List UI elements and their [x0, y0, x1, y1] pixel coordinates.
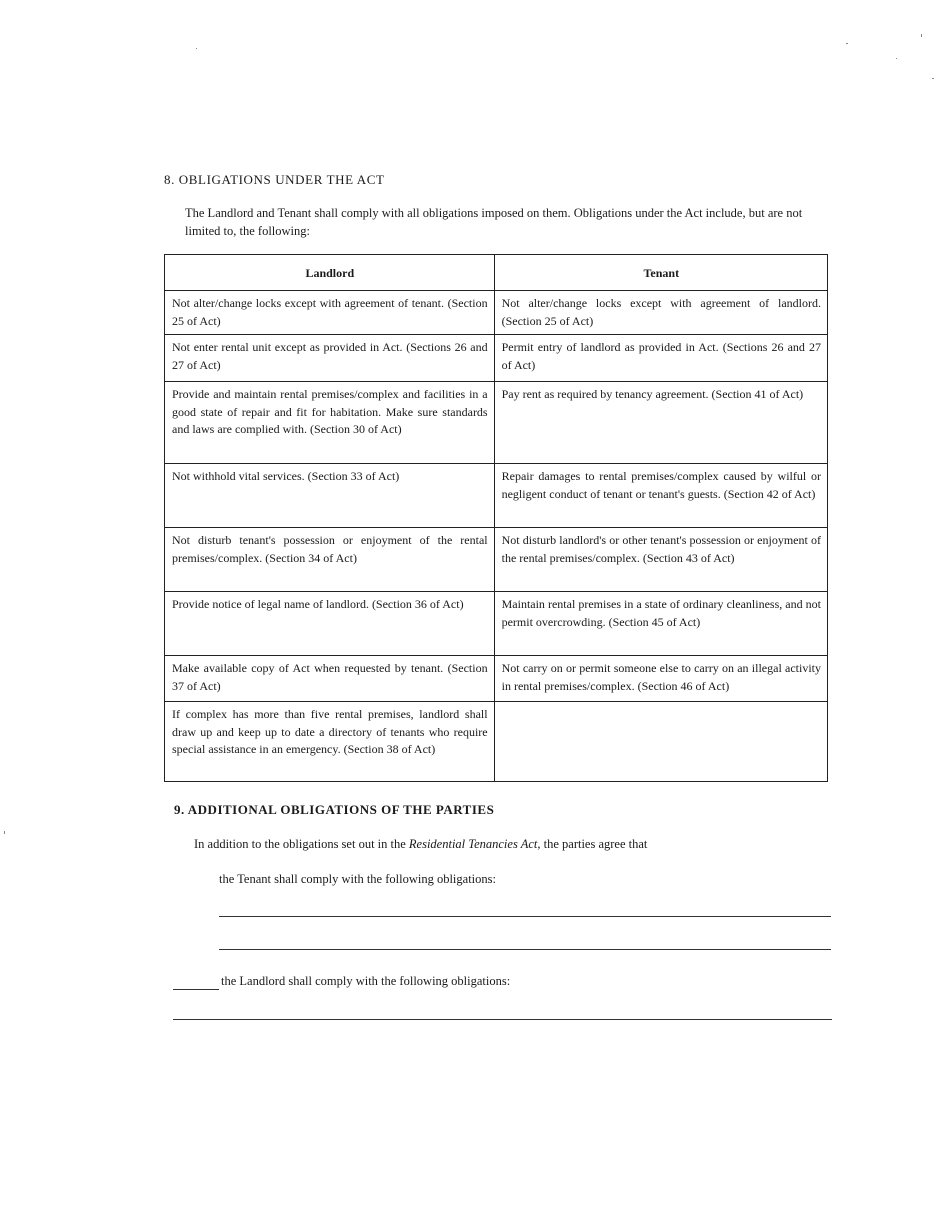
landlord-obligation-cell: Not withhold vital services. (Section 33 of Act) — [165, 464, 495, 528]
tenant-obligation-cell: Pay rent as required by tenancy agreement. (Section 41 of Act) — [494, 382, 827, 464]
landlord-obligation-cell: Provide notice of legal name of landlord. (Section 36 of Act) — [165, 592, 495, 656]
section-8-heading: 8. OBLIGATIONS UNDER THE ACT — [164, 172, 385, 187]
landlord-obligation-cell: If complex has more than five rental premises, landlord shall draw up and keep up to date a directory of tenants who require special assistance in an emergency. (Section 38 of Act) — [165, 702, 495, 782]
residential-tenancies-act-title: Residential Tenancies Act, — [408, 837, 541, 851]
table-row — [165, 528, 828, 592]
table-row — [165, 291, 828, 335]
landlord-obligations-clause: the Landlord shall comply with the following obligations: — [221, 974, 511, 988]
scan-speck — [896, 58, 897, 59]
section-9-intro — [194, 835, 834, 853]
table-row — [165, 656, 828, 702]
section-8-intro: The Landlord and Tenant shall comply with all obligations imposed on them. Obligations under the Act include, but are not limited to, the following: — [185, 206, 803, 238]
tenant-obligation-cell — [494, 702, 827, 782]
tenant-column-header: Tenant — [494, 255, 827, 291]
tenant-obligation-cell: Repair damages to rental premises/complex caused by wilful or negligent conduct of tenant or tenant's guests. (Section 42 of Act) — [494, 464, 827, 528]
landlord-obligation-cell: Not disturb tenant's possession or enjoyment of the rental premises/complex. (Section 34 of Act) — [165, 528, 495, 592]
table-row — [165, 382, 828, 464]
tenant-obligations-clause: the Tenant shall comply with the following obligations: — [219, 872, 496, 886]
section-9-intro-start: In addition to the obligations set out in the — [194, 837, 409, 851]
landlord-initial-line[interactable] — [173, 989, 219, 990]
landlord-obligation-cell: Not alter/change locks except with agreement of tenant. (Section 25 of Act) — [165, 291, 495, 335]
scan-speck — [921, 34, 922, 37]
scan-speck — [932, 78, 934, 79]
table-row — [165, 702, 828, 782]
landlord-obligation-cell: Not enter rental unit except as provided in Act. (Sections 26 and 27 of Act) — [165, 335, 495, 382]
tenant-obligation-cell: Not disturb landlord's or other tenant's possession or enjoyment of the rental premises/complex. (Section 43 of Act) — [494, 528, 827, 592]
scan-speck — [846, 43, 848, 44]
table-row — [165, 592, 828, 656]
landlord-obligation-line-1[interactable] — [173, 1019, 832, 1020]
tenant-obligation-cell: Maintain rental premises in a state of ordinary cleanliness, and not permit overcrowding. (Section 45 of Act) — [494, 592, 827, 656]
tenant-obligation-line-2[interactable] — [219, 949, 831, 950]
scan-speck — [196, 48, 197, 49]
tenant-obligation-cell: Not alter/change locks except with agreement of landlord. (Section 25 of Act) — [494, 291, 827, 335]
table-row — [165, 464, 828, 528]
section-9-intro-end: the parties agree that — [540, 837, 648, 851]
table-row — [165, 335, 828, 382]
table-header-row — [165, 255, 828, 291]
tenant-obligation-line-1[interactable] — [219, 916, 831, 917]
obligations-table — [164, 254, 828, 782]
landlord-column-header: Landlord — [165, 255, 495, 291]
landlord-obligation-cell: Provide and maintain rental premises/complex and facilities in a good state of repair and fit for habitation. Make sure standards and laws are complied with. (Section 30 of Act) — [165, 382, 495, 464]
tenant-obligation-cell: Not carry on or permit someone else to carry on an illegal activity in rental premises/complex. (Section 46 of Act) — [494, 656, 827, 702]
landlord-obligation-cell: Make available copy of Act when requested by tenant. (Section 37 of Act) — [165, 656, 495, 702]
section-9-heading: 9. ADDITIONAL OBLIGATIONS OF THE PARTIES — [174, 802, 495, 817]
tenant-obligation-cell: Permit entry of landlord as provided in Act. (Sections 26 and 27 of Act) — [494, 335, 827, 382]
scan-speck — [4, 831, 5, 834]
